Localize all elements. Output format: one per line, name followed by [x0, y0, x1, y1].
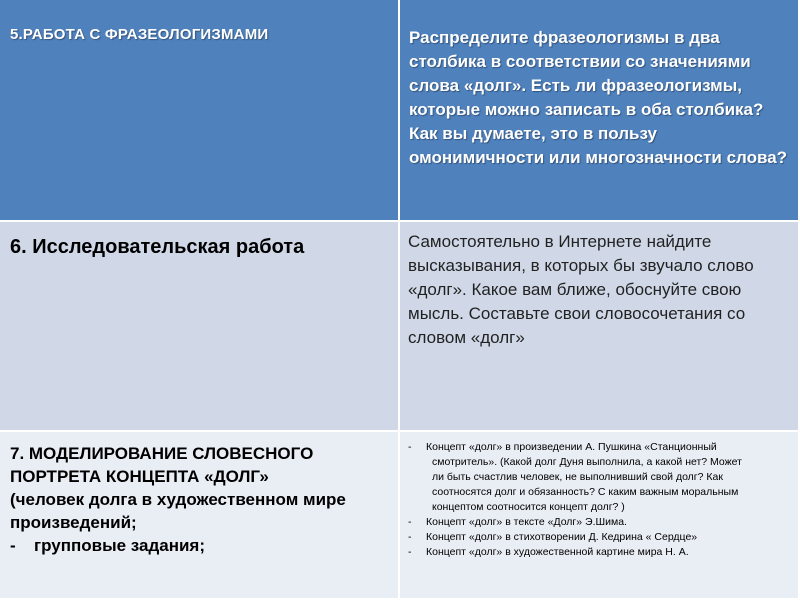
list-item-line: соотносятся долг и обязанность? С каким важным моральным — [432, 486, 739, 498]
row-3-left-cell — [0, 432, 400, 600]
list-item-line: ли быть счастлив человек, не выполнивший свой долг? Как — [432, 471, 723, 483]
row-3-right-cell — [400, 432, 800, 600]
section-7-block — [0, 432, 398, 557]
section-7-subtitle: (человек долга в художественном мире произведений; — [10, 490, 346, 532]
list-item: - Концепт «долг» в художественной картине мира Н. А. — [406, 545, 796, 560]
section-6-title: 6. Исследовательская работа — [10, 236, 305, 258]
section-7-tasks — [400, 432, 798, 560]
section-5-task: Распределите фразеологизмы в два столбика в соответствии со значениями слова «долг». Есть ли фразеологизмы, которые можно записать в оба столбика? Как вы думаете, это в пользу омонимичности или многозначности слова? — [409, 28, 788, 167]
section-5-title: 5.РАБОТА С ФРАЗЕОЛОГИЗМАМИ — [10, 26, 269, 43]
list-item-line: - Концепт «долг» в произведении А. Пушкина «Станционный — [426, 441, 717, 453]
list-item: - групповые задания; — [10, 534, 392, 557]
section-7-title: 7. МОДЕЛИРОВАНИЕ СЛОВЕСНОГО ПОРТРЕТА КОНЦЕПТА «ДОЛГ» — [10, 444, 314, 486]
concept-list — [406, 440, 796, 560]
list-item-line: смотритель». (Какой долг Дуня выполнила, а какой нет? Может — [432, 456, 742, 468]
list-item — [406, 440, 796, 515]
section-6-task: Самостоятельно в Интернете найдите высказывания, в которых бы звучало слово «долг». Какое вам ближе, обоснуйте свою мысль. Составьте свои словосочетания со словом «долг» — [408, 232, 754, 347]
row-2-right-cell — [400, 222, 800, 432]
section-7-list — [10, 534, 392, 557]
list-item-line: концептом соотносится концепт долг? ) — [432, 501, 625, 513]
row-2-left-cell — [0, 222, 400, 432]
list-item: - Концепт «долг» в стихотворении Д. Кедрина « Сердце» — [406, 530, 796, 545]
row-1-right-cell — [400, 0, 800, 222]
row-1-left-cell — [0, 0, 400, 222]
list-item: - Концепт «долг» в тексте «Долг» Э.Шима. — [406, 515, 796, 530]
